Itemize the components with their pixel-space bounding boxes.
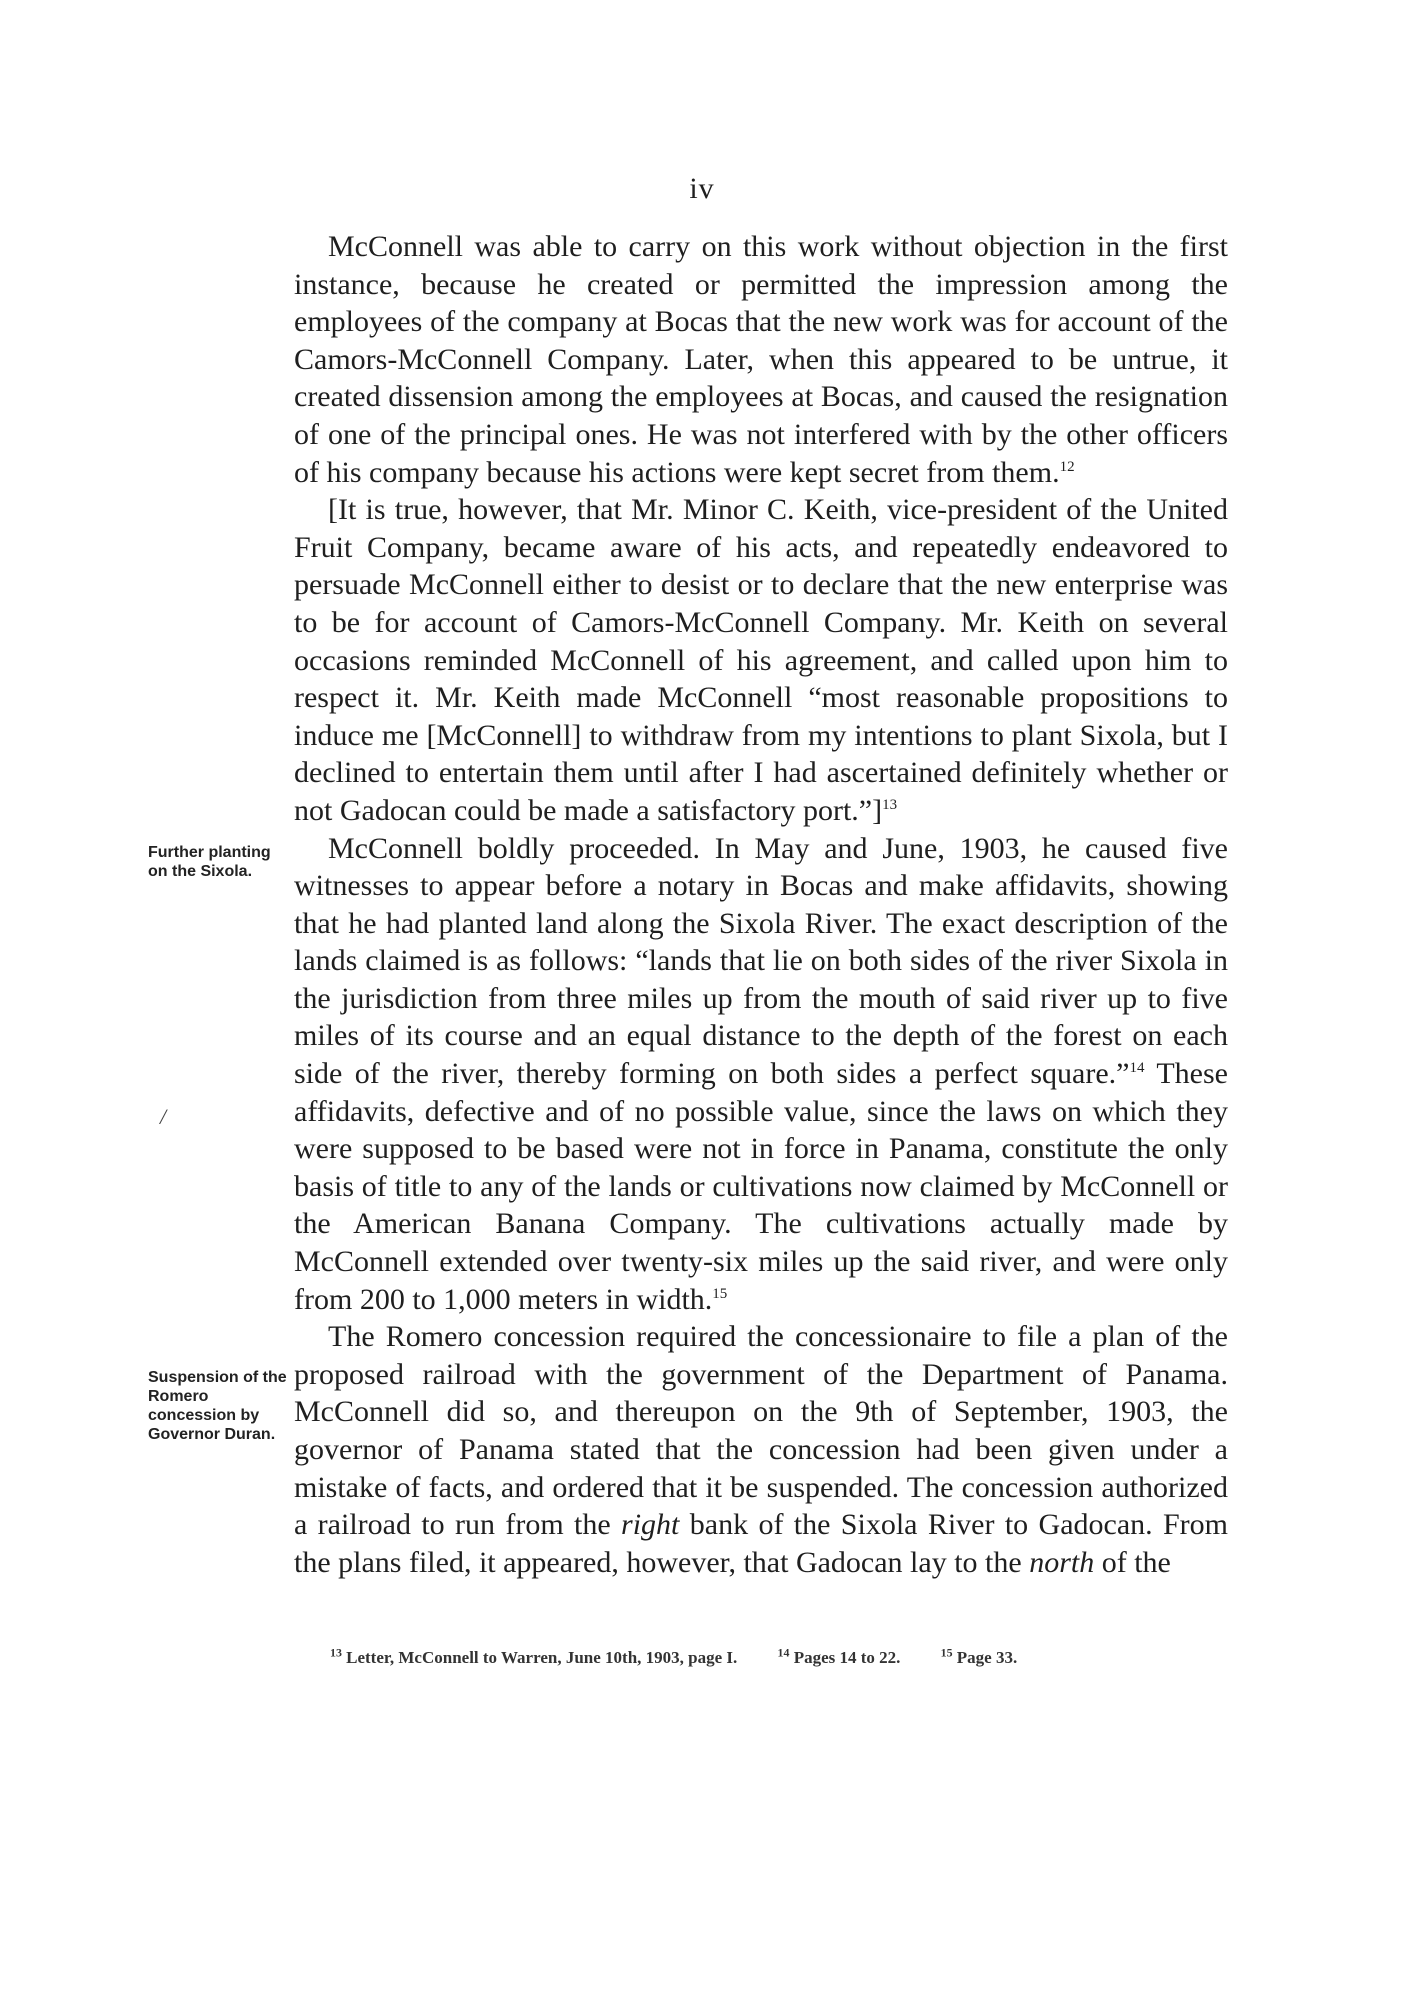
paragraph-4-text-c: of the xyxy=(1094,1545,1171,1579)
footnote-ref-14: 14 xyxy=(1129,1060,1145,1077)
footnotes xyxy=(330,1645,1230,1668)
paragraph-3-text-b: These affidavits, defective and of no possible value, since the laws on which they were supposed to be based were not in force in Panama, constitute the only basis of title to any of the lands or cultivations now claimed by McConnell or the American Banana Company. The cultivations actually made by McConnell extended over twenty-six miles up the said river, and were only from 200 to 1,000 meters in width. xyxy=(294,1057,1228,1316)
footnote-mark: 15 xyxy=(940,1645,953,1660)
page-number: iv xyxy=(689,172,715,205)
stray-pencil-mark: / xyxy=(160,1104,167,1129)
paragraph-1-text: McConnell was able to carry on this work without objection in the first instance, because he created or permitted the impression among the employees of the company at Bocas that the new work was for account of the Camors-McConnell Company. Later, when this appeared to be untrue, it created dissension among the employees at Bocas, and caused the resignation of one of the principal ones. He was not interfered with by the other officers of his company because his actions were kept secret from them. xyxy=(294,230,1228,489)
footnote-mark: 13 xyxy=(330,1645,342,1660)
margin-note-further-planting: Further planting on the Sixola. xyxy=(148,844,271,880)
footnote-text: Page 33. xyxy=(956,1648,1018,1667)
footnote-text: Pages 14 to 22. xyxy=(793,1648,901,1667)
footnote-text: Letter, McConnell to Warren, June 10th, 1903, page I. xyxy=(346,1648,738,1667)
emphasis-north: north xyxy=(1029,1545,1095,1579)
body-text xyxy=(294,228,1228,1581)
paragraph-3-text-a: McConnell boldly proceeded. In May and June, 1903, he caused five witnesses to appear before a notary in Bocas and make affidavits, showing that he had planted land along the Sixola River. The exact description of the lands claimed is as follows: “lands that lie on both sides of the river Sixola in the jurisdiction from three miles up from the mouth of said river up to five miles of its course and an equal distance to the depth of the forest on each side of the river, thereby forming on both sides a perfect square.” xyxy=(294,831,1228,1091)
paragraph-4 xyxy=(294,1318,1228,1581)
margin-note-suspension: Suspension of the Romero concession by Governor Duran. xyxy=(148,1369,287,1443)
footnote-ref-15: 15 xyxy=(712,1285,728,1302)
footnote-15 xyxy=(940,1645,1018,1668)
paragraph-4-text-a: The Romero concession required the concessionaire to file a plan of the proposed railroad with the government of the Department of Panama. McConnell did so, and thereupon on the 9th of September, 1903, the governor of Panama stated that the concession had been given under a mistake of facts, and ordered that it be suspended. The concession authorized a railroad to run from the xyxy=(294,1320,1228,1542)
paragraph-1 xyxy=(294,228,1228,491)
footnote-mark: 14 xyxy=(777,1645,790,1660)
footnote-ref-12: 12 xyxy=(1059,458,1075,475)
footnote-14 xyxy=(777,1645,901,1668)
paragraph-3 xyxy=(294,830,1228,1319)
footnote-13 xyxy=(330,1645,738,1668)
paragraph-2-text: [It is true, however, that Mr. Minor C. Keith, vice-president of the United Fruit Company, became aware of his acts, and repeatedly endeavored to persuade McConnell either to desist or to declare that the new enterprise was to be for account of Camors-McConnell Company. Mr. Keith on several occasions reminded McConnell of his agreement, and called upon him to respect it. Mr. Keith made McConnell “most reasonable propositions to induce me [McConnell] to withdraw from my intentions to plant Sixola, but I declined to entertain them until after I had ascertained definitely whether or not Gadocan could be made a satisfactory port.”] xyxy=(294,493,1228,827)
emphasis-right: right xyxy=(621,1508,680,1542)
paragraph-2 xyxy=(294,491,1228,829)
paragraph-4-text-b: bank of the Sixola River to Gadocan. From the plans filed, it appeared, however, that Gadocan lay to the xyxy=(294,1508,1229,1579)
footnote-ref-13: 13 xyxy=(882,796,898,813)
